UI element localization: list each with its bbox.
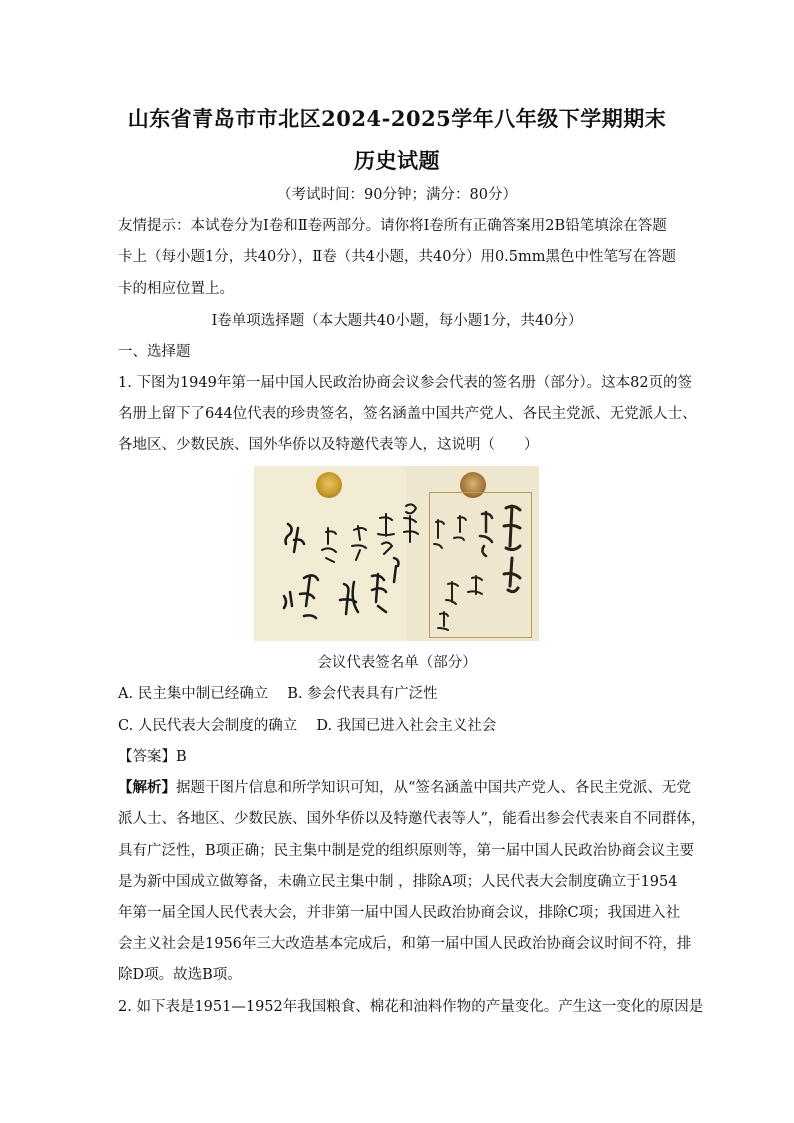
signature-book-photo	[254, 466, 539, 641]
analysis-line-4: 是为新中国成立做筹备，未确立民主集中制 ，排除A项；人民代表大会制度确立于1954	[118, 874, 678, 890]
question-1-line-2: 名册上留下了644位代表的珍贵签名，签名涵盖中国共产党人、各民主党派、无党派人士、	[118, 406, 697, 422]
handwritten-signatures	[254, 466, 539, 641]
notice-line-2: 卡上（每小题1分，共40分），Ⅱ卷（共4小题，共40分）用0.5mm黑色中性笔写在答题	[118, 249, 677, 265]
question-1-options-ab: A. 民主集中制已经确立 B. 参会代表具有广泛性	[118, 686, 438, 702]
exam-subject: 历史试题	[354, 148, 440, 173]
question-1-line-1: 1. 下图为1949年第一届中国人民政治协商会议参会代表的签名册（部分）。这本82页的签	[118, 375, 693, 391]
analysis-text: 据题干图片信息和所学知识可知，从“签名涵盖中国共产党人、各民主党派、无党	[176, 780, 691, 796]
analysis-line-6: 会主义社会是1956年三大改造基本完成后，和第一届中国人民政治协商会议时间不符，排	[118, 936, 692, 952]
analysis-line-2: 派人士、各地区、少数民族、国外华侨以及特邀代表等人”，能看出参会代表来自不同群体，	[118, 811, 706, 827]
analysis-line-1	[118, 778, 691, 798]
answer-line: 【答案】B	[118, 749, 187, 765]
question-1-options-cd: C. 人民代表大会制度的确立 D. 我国已进入社会主义社会	[118, 718, 497, 734]
exam-title: 山东省青岛市市北区2024-2025学年八年级下学期期末	[127, 106, 667, 131]
section-subheading: 一、选择题	[118, 344, 191, 360]
question-1-line-3: 各地区、少数民族、国外华侨以及特邀代表等人，这说明（ ）	[118, 437, 539, 453]
section-heading: Ⅰ卷单项选择题（本大题共40小题，每小题1分，共40分）	[211, 313, 583, 329]
notice-line-1: 友情提示：本试卷分为Ⅰ卷和Ⅱ卷两部分。请你将Ⅰ卷所有正确答案用2B铅笔填涂在答题	[118, 218, 667, 234]
exam-info: （考试时间：90分钟；满分：80分）	[277, 187, 517, 203]
analysis-line-7: 除D项。故选B项。	[118, 967, 242, 983]
analysis-label: 【解析】	[118, 779, 176, 796]
analysis-line-3: 具有广泛性，B项正确；民主集中制是党的组织原则等，第一届中国人民政治协商会议主要	[118, 843, 695, 859]
notice-line-3: 卡的相应位置上。	[118, 281, 234, 297]
analysis-line-5: 年第一届全国人民代表大会，并非第一届中国人民政治协商会议，排除C项；我国进入社	[118, 905, 681, 921]
question-2-line-1: 2. 如下表是1951—1952年我国粮食、棉花和油料作物的产量变化。产生这一变化的原因是	[118, 999, 704, 1015]
image-caption: 会议代表签名单（部分）	[317, 655, 477, 671]
